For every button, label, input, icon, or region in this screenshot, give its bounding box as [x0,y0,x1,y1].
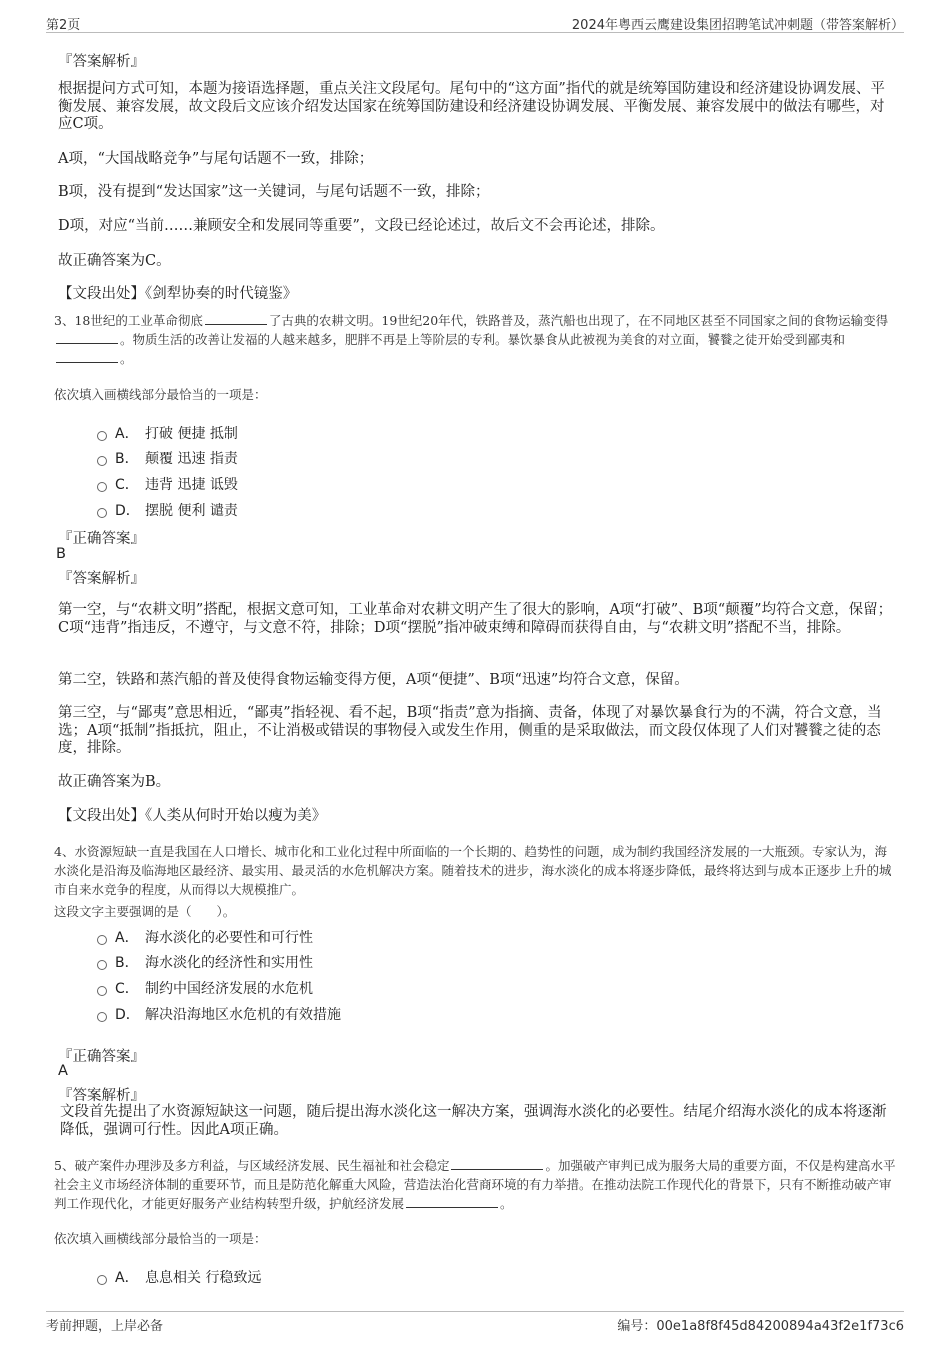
q3-blank-1 [205,312,267,325]
radio-icon[interactable] [97,960,107,970]
q3-stem: 3、18世纪的工业革命彻底 了古典的农耕文明。19世纪20年代，铁路普及，蒸汽船也出现了，在不同地区甚至不同国家之间的食物运输变得。物质生活的改善让发福的人越来越多，肥胖不再是上等阶层的专利。暴饮暴食从此被视为美食的对立面，饕餮之徒开始受到鄙夷和。 [54,313,889,366]
q5-blank-1 [451,1157,543,1170]
q3-answer-label: 『正确答案』 [58,531,145,547]
q3-analysis-p3: 第三空，与“鄙夷”意思相近，“鄙夷”指轻视、看不起，B项“指责”意为指摘、责备，体现了对暴饮暴食行为的不满，符合文意，当选；A项“抵制”指抵抗，阻止，不让消极或错误的事物侵入或发生作用，侧重的是采取做法，而文段仅体现了人们对饕餮之徒的态度，排除。 [58,705,882,756]
document-code: 编号：00e1a8f8f45d84200894a43f2e1f73c6 [617,1319,904,1334]
radio-icon[interactable] [97,482,107,492]
radio-icon[interactable] [97,1275,107,1285]
q2-analysis-p3: B项，没有提到“发达国家”这一关键词，与尾句话题不一致，排除； [58,184,490,200]
q2-analysis-p2: A项，“大国战略竞争”与尾句话题不一致，排除； [58,151,374,167]
q4-analysis-label: 『答案解析』 [58,1088,145,1104]
q4-option-d[interactable]: D． 解决沿海地区水危机的有效措施 [97,1004,341,1024]
q4-option-b[interactable]: B． 海水淡化的经济性和实用性 [97,952,313,972]
q3-analysis-p4: 故正确答案为B。 [58,774,171,790]
document-title: 2024年粤西云鹰建设集团招聘笔试冲刺题（带答案解析） [571,18,904,33]
q3-source: 【文段出处】《人类从何时开始以瘦为美》 [58,808,327,824]
q4-prompt: 这段文字主要强调的是（ ）。 [54,904,236,919]
radio-icon[interactable] [97,986,107,996]
q5-stem: 5、破产案件办理涉及多方利益，与区域经济发展、民生福祉和社会稳定 。加强破产审判已成为服务大局的重要方面，不仅是构建高水平社会主义市场经济体制的重要环节，而且是防范化解重大风险，营造法治化营商环境的有力举措。在推动法院工作现代化的背景下，只有不断推动破产审判工作现代化，才能更好服务产业结构转型升级，护航经济发展 。 [54,1158,896,1211]
radio-icon[interactable] [97,431,107,441]
q3-option-a[interactable]: A． 打破 便捷 抵制 [97,423,238,443]
q3-answer: B [56,546,66,562]
radio-icon[interactable] [97,1012,107,1022]
q2-analysis-p1: 根据提问方式可知，本题为接语选择题，重点关注文段尾句。尾句中的“这方面”指代的就是统筹国防建设和经济建设协调发展、平衡发展、兼容发展，故文段后文应该介绍发达国家在统筹国防建设和经济建设协调发展、平衡发展、兼容发展中的做法有哪些，对应C项。 [58,81,885,132]
q2-analysis-p4: D项，对应“当前……兼顾安全和发展同等重要”，文段已经论述过，故后文不会再论述，排除。 [58,218,665,234]
page-header [46,12,904,33]
q3-option-d[interactable]: D． 摆脱 便利 谴责 [97,500,238,520]
page-footer [46,1311,904,1336]
q3-blank-3 [56,350,118,363]
q4-option-a[interactable]: A． 海水淡化的必要性和可行性 [97,927,313,947]
q4-answer-label: 『正确答案』 [58,1049,145,1065]
radio-icon[interactable] [97,508,107,518]
q3-blank-2 [56,331,118,344]
q5-blank-2 [406,1195,498,1208]
q2-analysis-p5: 故正确答案为C。 [58,253,171,269]
q4-option-c[interactable]: C． 制约中国经济发展的水危机 [97,978,313,998]
q3-prompt: 依次填入画横线部分最恰当的一项是： [54,387,267,402]
q3-analysis-p2: 第二空，铁路和蒸汽船的普及使得食物运输变得方便，A项“便捷”、B项“迅速”均符合文意，保留。 [58,672,689,688]
q4-answer: A [58,1063,68,1079]
q5-prompt: 依次填入画横线部分最恰当的一项是： [54,1231,267,1246]
q3-analysis-label: 『答案解析』 [58,571,145,587]
q2-source: 【文段出处】《剑犁协奏的时代镜鉴》 [58,286,298,302]
radio-icon[interactable] [97,935,107,945]
q2-analysis-label: 『答案解析』 [58,54,145,70]
q4-analysis-p1: 文段首先提出了水资源短缺这一问题，随后提出海水淡化这一解决方案，强调海水淡化的必要性。结尾介绍海水淡化的成本将逐渐降低，强调可行性。因此A项正确。 [60,1104,887,1138]
q4-stem: 4、水资源短缺一直是我国在人口增长、城市化和工业化过程中所面临的一个长期的、趋势性的问题，成为制约我国经济发展的一大瓶颈。专家认为，海水淡化是沿海及临海地区最经济、最实用、最灵活的水危机解决方案。随着技术的进步，海水淡化的成本将逐步降低，最终将达到与成本正逐步上升的城市自来水竞争的程度，从而得以大规模推广。 [54,844,892,897]
radio-icon[interactable] [97,456,107,466]
q3-option-c[interactable]: C． 违背 迅捷 诋毁 [97,474,238,494]
q5-option-a[interactable]: A． 息息相关 行稳致远 [97,1267,261,1287]
footer-slogan: 考前押题，上岸必备 [46,1319,164,1334]
q3-analysis-p1: 第一空，与“农耕文明”搭配，根据文意可知，工业革命对农耕文明产生了很大的影响，A项“打破”、B项“颠覆”均符合文意，保留；C项“违背”指违反，不遵守，与文意不符，排除；D项“摆脱”指冲破束缚和障碍而获得自由，与“农耕文明”搭配不当，排除。 [58,602,893,636]
q3-option-b[interactable]: B． 颠覆 迅速 指责 [97,448,238,468]
page-number: 第2页 [46,18,81,33]
